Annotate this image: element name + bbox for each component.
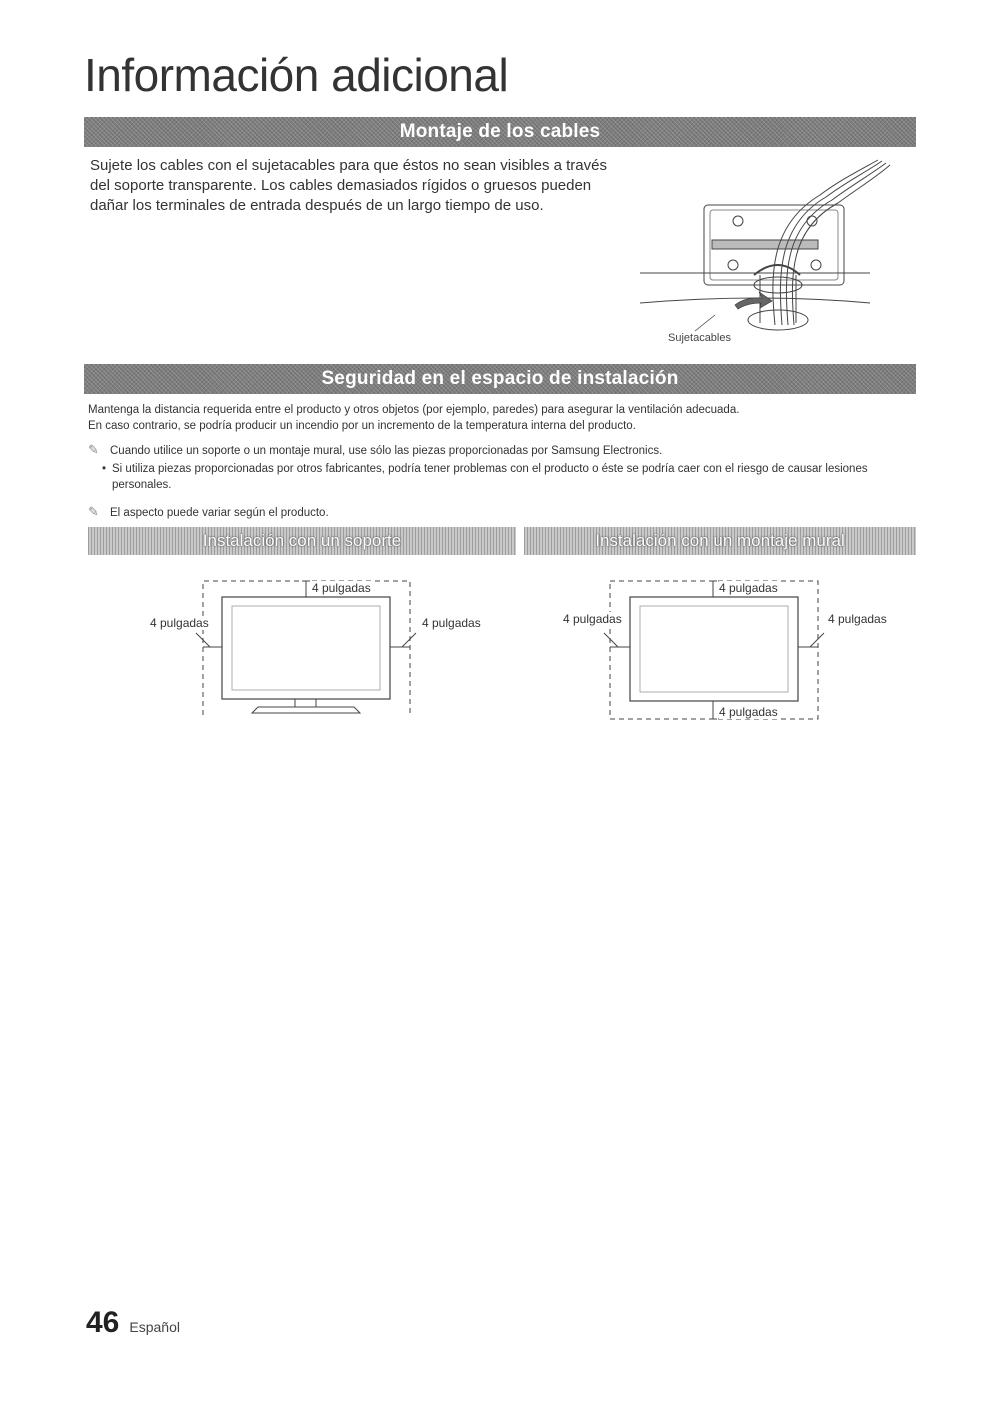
stand-right-clearance: 4 pulgadas [422, 616, 481, 630]
cable-holder-illustration [620, 155, 910, 355]
safety-section-heading: Seguridad en el espacio de instalación [84, 364, 916, 394]
wall-right-clearance: 4 pulgadas [828, 612, 887, 626]
safety-note-2 [88, 504, 329, 521]
wall-install-heading: Instalación con un montaje mural [524, 527, 916, 555]
page-title: Información adicional [84, 49, 509, 101]
footer-language: Español [129, 1319, 180, 1335]
stand-left-clearance: 4 pulgadas [150, 616, 209, 630]
stand-top-clearance: 4 pulgadas [312, 581, 371, 595]
pencil-note-icon: ✎ [88, 504, 99, 519]
cable-section-heading: Montaje de los cables [84, 117, 916, 147]
page-footer [86, 1306, 180, 1340]
cable-holder-label: Sujetacables [668, 332, 731, 344]
stand-install-heading: Instalación con un soporte [88, 527, 516, 555]
wall-bottom-clearance: 4 pulgadas [719, 705, 778, 719]
note-1-text: Cuando utilice un soporte o un montaje mural, use sólo las piezas proporcionadas por Samsung Electronics. [110, 445, 663, 457]
safety-bullet-1 [102, 461, 902, 493]
pencil-note-icon: ✎ [88, 442, 99, 457]
safety-paragraph-2: En caso contrario, se podría producir un incendio por un incremento de la temperatura interna del producto. [88, 420, 636, 432]
wall-top-clearance: 4 pulgadas [719, 581, 778, 595]
safety-paragraph-1: Mantenga la distancia requerida entre el producto y otros objetos (por ejemplo, paredes) para asegurar la ventilación adecuada. [88, 404, 740, 416]
note-2-text: El aspecto puede variar según el producto. [110, 507, 329, 519]
page-number: 46 [86, 1306, 120, 1339]
safety-note-1 [88, 442, 662, 459]
wall-left-clearance: 4 pulgadas [563, 612, 622, 626]
wall-install-diagram [560, 575, 920, 725]
cable-section-body: Sujete los cables con el sujetacables para que éstos no sean visibles a través del soporte transparente. Los cables demasiados rígidos o gruesos pueden dañar los terminales de entrada después de un largo tiempo de uso. [90, 157, 607, 214]
bullet-1-text: Si utiliza piezas proporcionadas por otros fabricantes, podría tener problemas con el producto o éste se podría caer con el riesgo de causar lesiones personales. [112, 463, 868, 491]
bullet-dot-icon: • [102, 463, 107, 475]
stand-install-diagram [140, 575, 500, 720]
